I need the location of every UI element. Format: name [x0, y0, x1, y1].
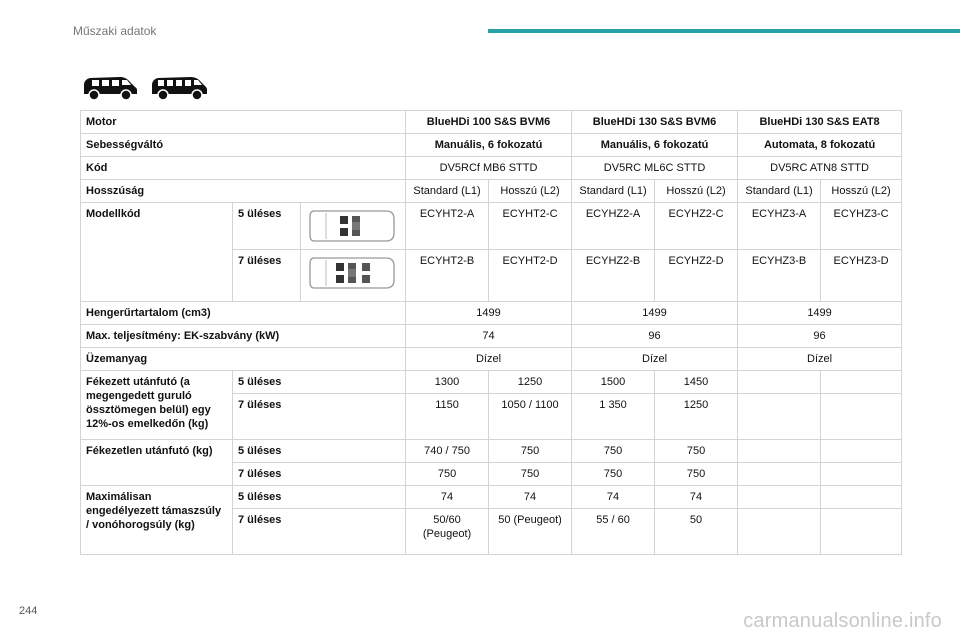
cell: DV5RCf MB6 STTD: [406, 157, 572, 180]
seats-label: 7 üléses: [233, 250, 301, 302]
cell: 74: [572, 486, 655, 509]
cell: ECYHZ2-B: [572, 250, 655, 302]
cell: Standard (L1): [406, 180, 489, 203]
cell: ECYHT2-A: [406, 203, 489, 250]
cell: 50/60 (Peugeot): [406, 509, 489, 555]
cell: 74: [406, 325, 572, 348]
row-motor: [81, 111, 902, 134]
cell: Hosszú (L2): [821, 180, 902, 203]
cell: 96: [572, 325, 738, 348]
row-length: [81, 180, 902, 203]
cell: Standard (L1): [738, 180, 821, 203]
row-code: [81, 157, 902, 180]
row-label: Modellkód: [81, 203, 233, 302]
specs-table: [80, 110, 902, 555]
cell: [738, 463, 821, 486]
cell: 1250: [489, 371, 572, 394]
cell: 750: [655, 440, 738, 463]
cell: DV5RC ATN8 STTD: [738, 157, 902, 180]
row-unbraked-trailer-5: [81, 440, 902, 463]
row-label: Max. teljesítmény: EK-szabvány (kW): [81, 325, 406, 348]
seat-plan-7-icon: [306, 254, 398, 292]
row-label: Hengerűrtartalom (cm3): [81, 302, 406, 325]
seat-plan-cell: [301, 250, 406, 302]
section-title: Műszaki adatok: [73, 24, 157, 38]
cell: 74: [489, 486, 572, 509]
cell: ECYHZ2-A: [572, 203, 655, 250]
cell: ECYHT2-B: [406, 250, 489, 302]
cell: 1499: [406, 302, 572, 325]
cell: ECYHZ3-C: [821, 203, 902, 250]
van-5-seat-icon: [80, 72, 138, 102]
row-braked-trailer-5: [81, 371, 902, 394]
cell: 750: [655, 463, 738, 486]
cell: [738, 486, 821, 509]
cell: ECYHZ3-B: [738, 250, 821, 302]
cell: ECYHZ2-C: [655, 203, 738, 250]
row-towbar-5: [81, 486, 902, 509]
seats-label: 7 üléses: [233, 463, 406, 486]
row-power: [81, 325, 902, 348]
cell: ECYHT2-C: [489, 203, 572, 250]
cell: 750: [406, 463, 489, 486]
seats-label: 5 üléses: [233, 486, 406, 509]
cell: DV5RC ML6C STTD: [572, 157, 738, 180]
cell: 750: [489, 440, 572, 463]
seats-label: 5 üléses: [233, 203, 301, 250]
cell: 1150: [406, 394, 489, 440]
cell: 1250: [655, 394, 738, 440]
cell: ECYHZ3-A: [738, 203, 821, 250]
cell: 1500: [572, 371, 655, 394]
cell: [821, 440, 902, 463]
cell: Hosszú (L2): [489, 180, 572, 203]
cell: ECYHT2-D: [489, 250, 572, 302]
cell: 1 350: [572, 394, 655, 440]
van-7-seat-icon: [150, 72, 208, 102]
cell: Dízel: [738, 348, 902, 371]
row-label: Hosszúság: [81, 180, 406, 203]
row-label: Fékezett utánfutó (a megengedett guruló össztömegen belül) egy 12%-os emelkedőn (kg): [81, 371, 233, 440]
cell: 96: [738, 325, 902, 348]
seats-label: 5 üléses: [233, 371, 406, 394]
cell: [821, 486, 902, 509]
cell: 750: [489, 463, 572, 486]
cell: Manuális, 6 fokozatú: [406, 134, 572, 157]
cell: BlueHDi 130 S&S BVM6: [572, 111, 738, 134]
cell: Dízel: [406, 348, 572, 371]
cell: 1499: [738, 302, 902, 325]
cell: [738, 509, 821, 555]
cell: [738, 394, 821, 440]
cell: [738, 371, 821, 394]
cell: 1050 / 1100: [489, 394, 572, 440]
cell: BlueHDi 100 S&S BVM6: [406, 111, 572, 134]
cell: [821, 394, 902, 440]
cell: 750: [572, 463, 655, 486]
row-model-code-5: [81, 203, 902, 250]
row-fuel: [81, 348, 902, 371]
row-label: Kód: [81, 157, 406, 180]
cell: ECYHZ2-D: [655, 250, 738, 302]
cell: Standard (L1): [572, 180, 655, 203]
row-displacement: [81, 302, 902, 325]
cell: Automata, 8 fokozatú: [738, 134, 902, 157]
row-label: Fékezetlen utánfutó (kg): [81, 440, 233, 486]
cell: 74: [655, 486, 738, 509]
cell: Hosszú (L2): [655, 180, 738, 203]
row-label: Maximálisan engedélyezett támaszsúly / vonóhorogsúly (kg): [81, 486, 233, 555]
cell: 1450: [655, 371, 738, 394]
cell: [821, 509, 902, 555]
seat-plan-5-icon: [306, 207, 398, 245]
page-number: 244: [19, 605, 38, 617]
cell: 55 / 60: [572, 509, 655, 555]
header-accent-bar: [488, 29, 960, 33]
cell: ECYHZ3-D: [821, 250, 902, 302]
cell: 50 (Peugeot): [489, 509, 572, 555]
cell: Manuális, 6 fokozatú: [572, 134, 738, 157]
cell: 750: [572, 440, 655, 463]
cell: [821, 463, 902, 486]
cell: 74: [406, 486, 489, 509]
seat-plan-cell: [301, 203, 406, 250]
seats-label: 7 üléses: [233, 394, 406, 440]
seats-label: 7 üléses: [233, 509, 406, 555]
seats-label: 5 üléses: [233, 440, 406, 463]
cell: Dízel: [572, 348, 738, 371]
cell: 740 / 750: [406, 440, 489, 463]
cell: [821, 371, 902, 394]
watermark: carmanualsonline.info: [743, 610, 942, 632]
row-label: Sebességváltó: [81, 134, 406, 157]
row-label: Üzemanyag: [81, 348, 406, 371]
cell: 1499: [572, 302, 738, 325]
cell: [738, 440, 821, 463]
cell: BlueHDi 130 S&S EAT8: [738, 111, 902, 134]
cell: 1300: [406, 371, 489, 394]
cell: 50: [655, 509, 738, 555]
row-gearbox: [81, 134, 902, 157]
row-label: Motor: [81, 111, 406, 134]
